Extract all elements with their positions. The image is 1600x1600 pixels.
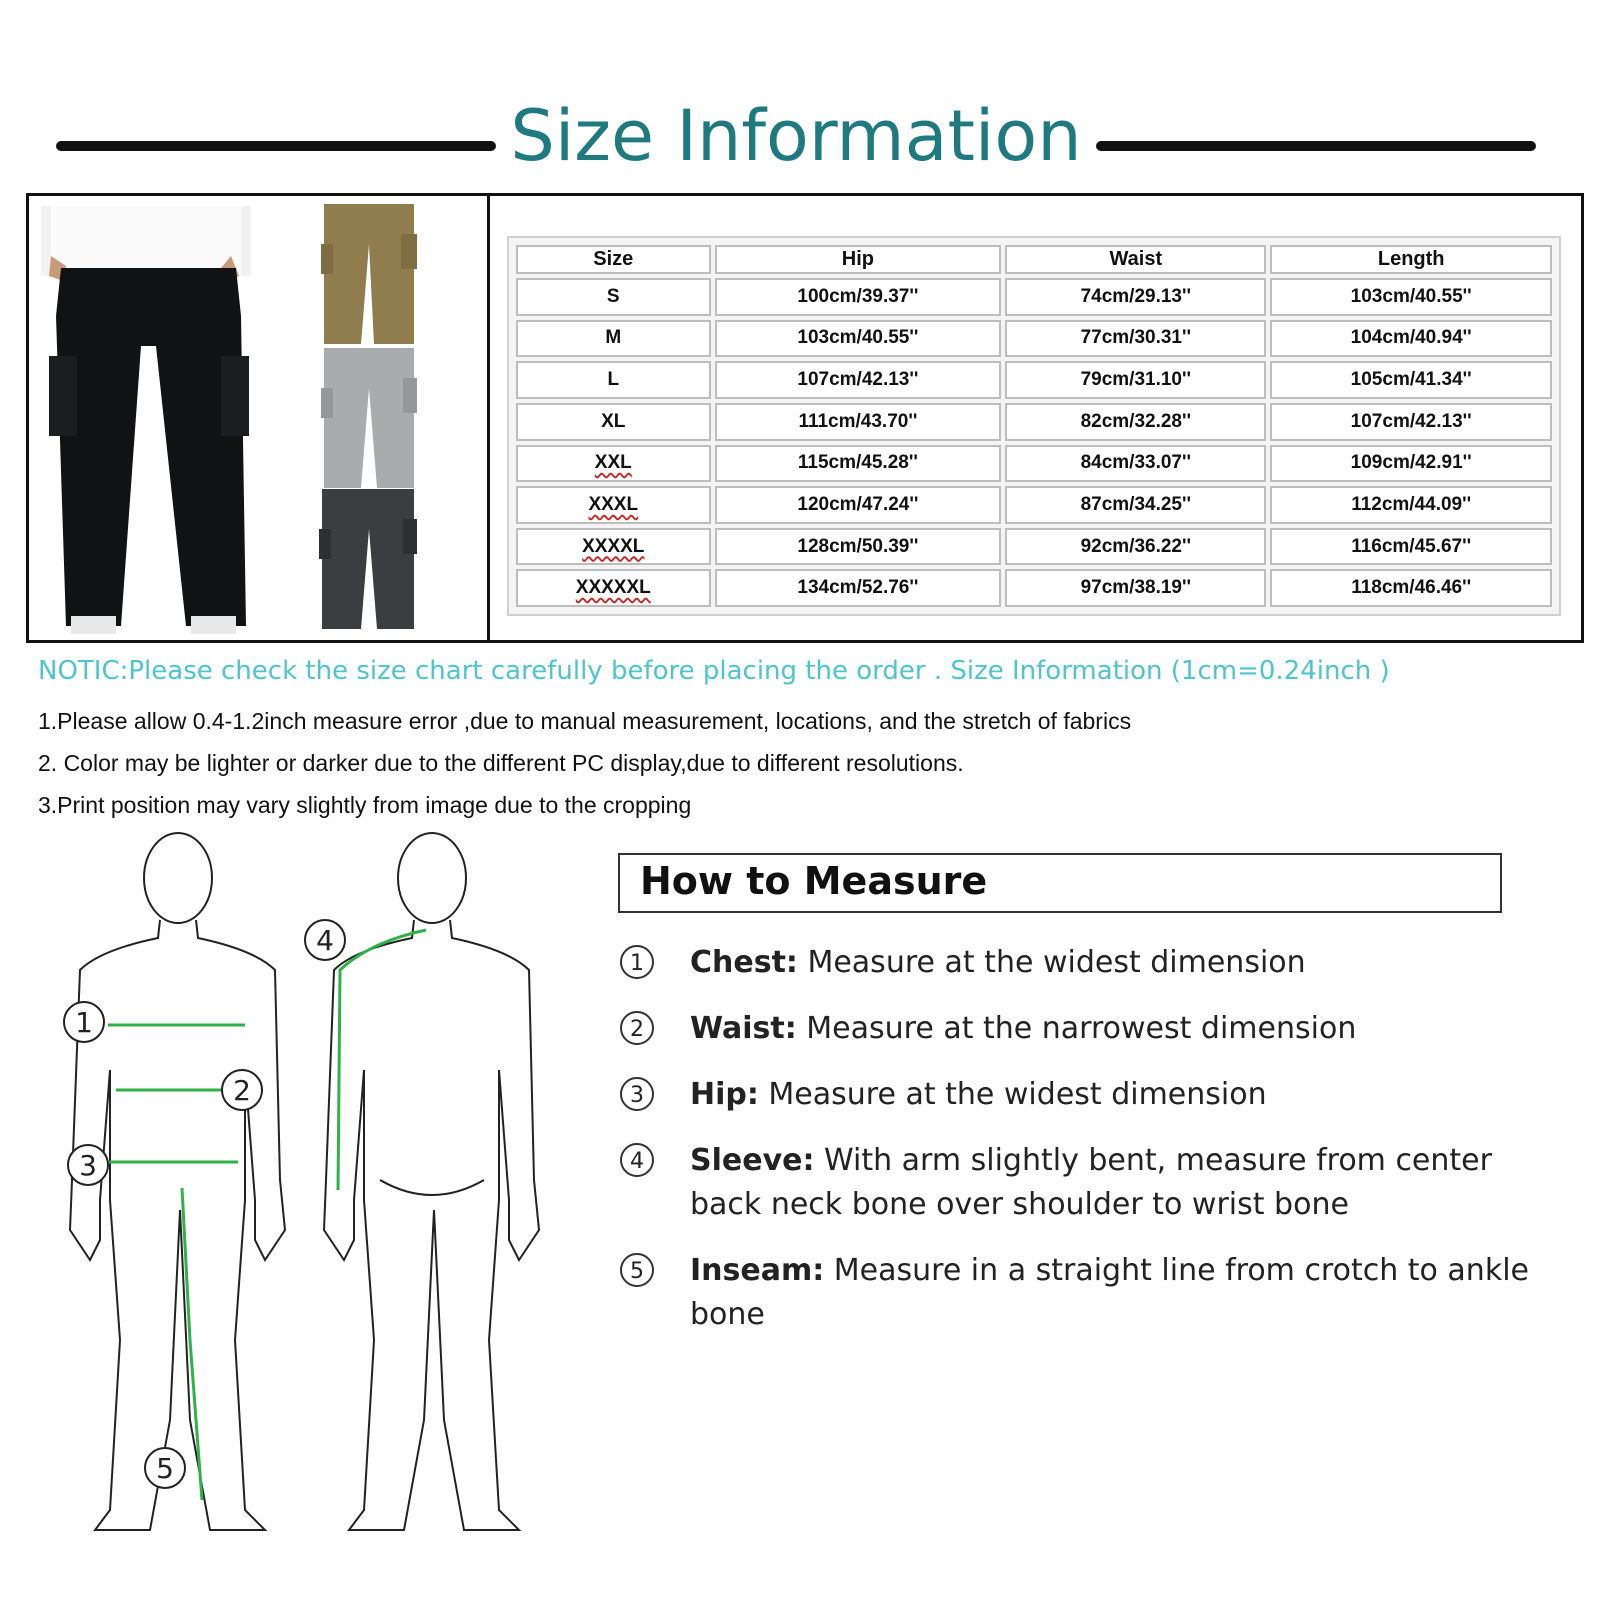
table-row [516,320,1552,358]
measure-number-4: 4 [620,1143,654,1177]
length-cell: 107cm/42.13'' [1270,403,1552,441]
measure-text: Chest: Measure at the widest dimension [690,945,1306,980]
note-1: 1.Please allow 0.4-1.2inch measure error ,due to manual measurement, locations, and the stretch of fabrics [38,708,1132,734]
note-3: 3.Print position may vary slightly from image due to the cropping [38,792,692,818]
measure-text: Sleeve: With arm slightly bent, measure from center back neck bone over shoulder to wrist bone [690,1143,1492,1222]
page-title: Size Information [510,95,1082,177]
waist-cell: 97cm/38.19'' [1005,569,1266,607]
figure-label-5: 5 [156,1452,174,1485]
table-row [516,361,1552,399]
panel-divider [487,196,490,640]
waist-cell: 84cm/33.07'' [1005,445,1266,483]
waist-cell: 77cm/30.31'' [1005,320,1266,358]
waist-cell: 74cm/29.13'' [1005,278,1266,316]
length-cell: 112cm/44.09'' [1270,486,1552,524]
table-row [516,486,1552,524]
length-cell: 105cm/41.34'' [1270,361,1552,399]
how-to-measure-header [618,853,1502,913]
hip-cell: 134cm/52.76'' [715,569,1002,607]
measure-number-2: 2 [620,1011,654,1045]
figure-label-3: 3 [79,1149,97,1182]
waist-cell: 82cm/32.28'' [1005,403,1266,441]
notice-text: NOTIC:Please check the size chart carefully before placing the order . Size Information (1cm=0.24inch ) [38,656,1390,686]
hip-cell: 115cm/45.28'' [715,445,1002,483]
khaki-pants-photo [319,204,419,344]
measure-text: Hip: Measure at the widest dimension [690,1077,1267,1112]
size-cell: XXXL [516,486,711,524]
waist-cell: 92cm/36.22'' [1005,528,1266,566]
measure-text: Inseam: Measure in a straight line from crotch to ankle bone [690,1253,1529,1332]
note-2: 2. Color may be lighter or darker due to the different PC display,due to different resolutions. [38,750,964,776]
size-cell: M [516,320,711,358]
length-cell: 109cm/42.91'' [1270,445,1552,483]
figure-label-4: 4 [316,924,334,957]
column-header-length: Length [1270,245,1552,274]
table-row [516,528,1552,566]
size-cell: L [516,361,711,399]
figure-label-1: 1 [75,1006,93,1039]
grey-pants-photo [319,348,419,488]
size-panel [26,193,1584,643]
size-chart-table [507,236,1561,616]
length-cell: 103cm/40.55'' [1270,278,1552,316]
table-row [516,569,1552,607]
figure-number-labels [64,920,345,1488]
title-banner [56,86,1536,186]
length-cell: 116cm/45.67'' [1270,528,1552,566]
hip-cell: 128cm/50.39'' [715,528,1002,566]
column-header-waist: Waist [1005,245,1266,274]
length-cell: 104cm/40.94'' [1270,320,1552,358]
size-cell: XXL [516,445,711,483]
table-header-row [516,245,1552,274]
title-rule-left [56,141,496,151]
table-row [516,403,1552,441]
measure-number-1: 1 [620,945,654,979]
hip-cell: 103cm/40.55'' [715,320,1002,358]
table-row [516,278,1552,316]
measurement-figures [40,820,580,1550]
dark-grey-pants-photo [319,489,419,629]
hip-cell: 111cm/43.70'' [715,403,1002,441]
measure-lines [108,930,426,1500]
measure-text: Waist: Measure at the narrowest dimension [690,1011,1357,1046]
waist-cell: 87cm/34.25'' [1005,486,1266,524]
size-cell: XXXXXL [516,569,711,607]
waist-cell: 79cm/31.10'' [1005,361,1266,399]
front-body-figure [70,833,285,1530]
figure-label-2: 2 [233,1074,251,1107]
measure-number-3: 3 [620,1077,654,1111]
column-header-size: Size [516,245,711,274]
inseam-line [182,1188,202,1500]
hip-cell: 120cm/47.24'' [715,486,1002,524]
sleeve-line [338,930,426,1190]
black-pants-photo [41,206,251,636]
size-cell: XXXXL [516,528,711,566]
table-row [516,445,1552,483]
hip-cell: 107cm/42.13'' [715,361,1002,399]
size-cell: S [516,278,711,316]
column-header-hip: Hip [715,245,1002,274]
measure-number-5: 5 [620,1253,654,1287]
back-body-figure [324,833,539,1530]
how-to-measure-title: How to Measure [640,859,988,903]
size-cell: XL [516,403,711,441]
hip-cell: 100cm/39.37'' [715,278,1002,316]
title-rule-right [1096,141,1536,151]
length-cell: 118cm/46.46'' [1270,569,1552,607]
